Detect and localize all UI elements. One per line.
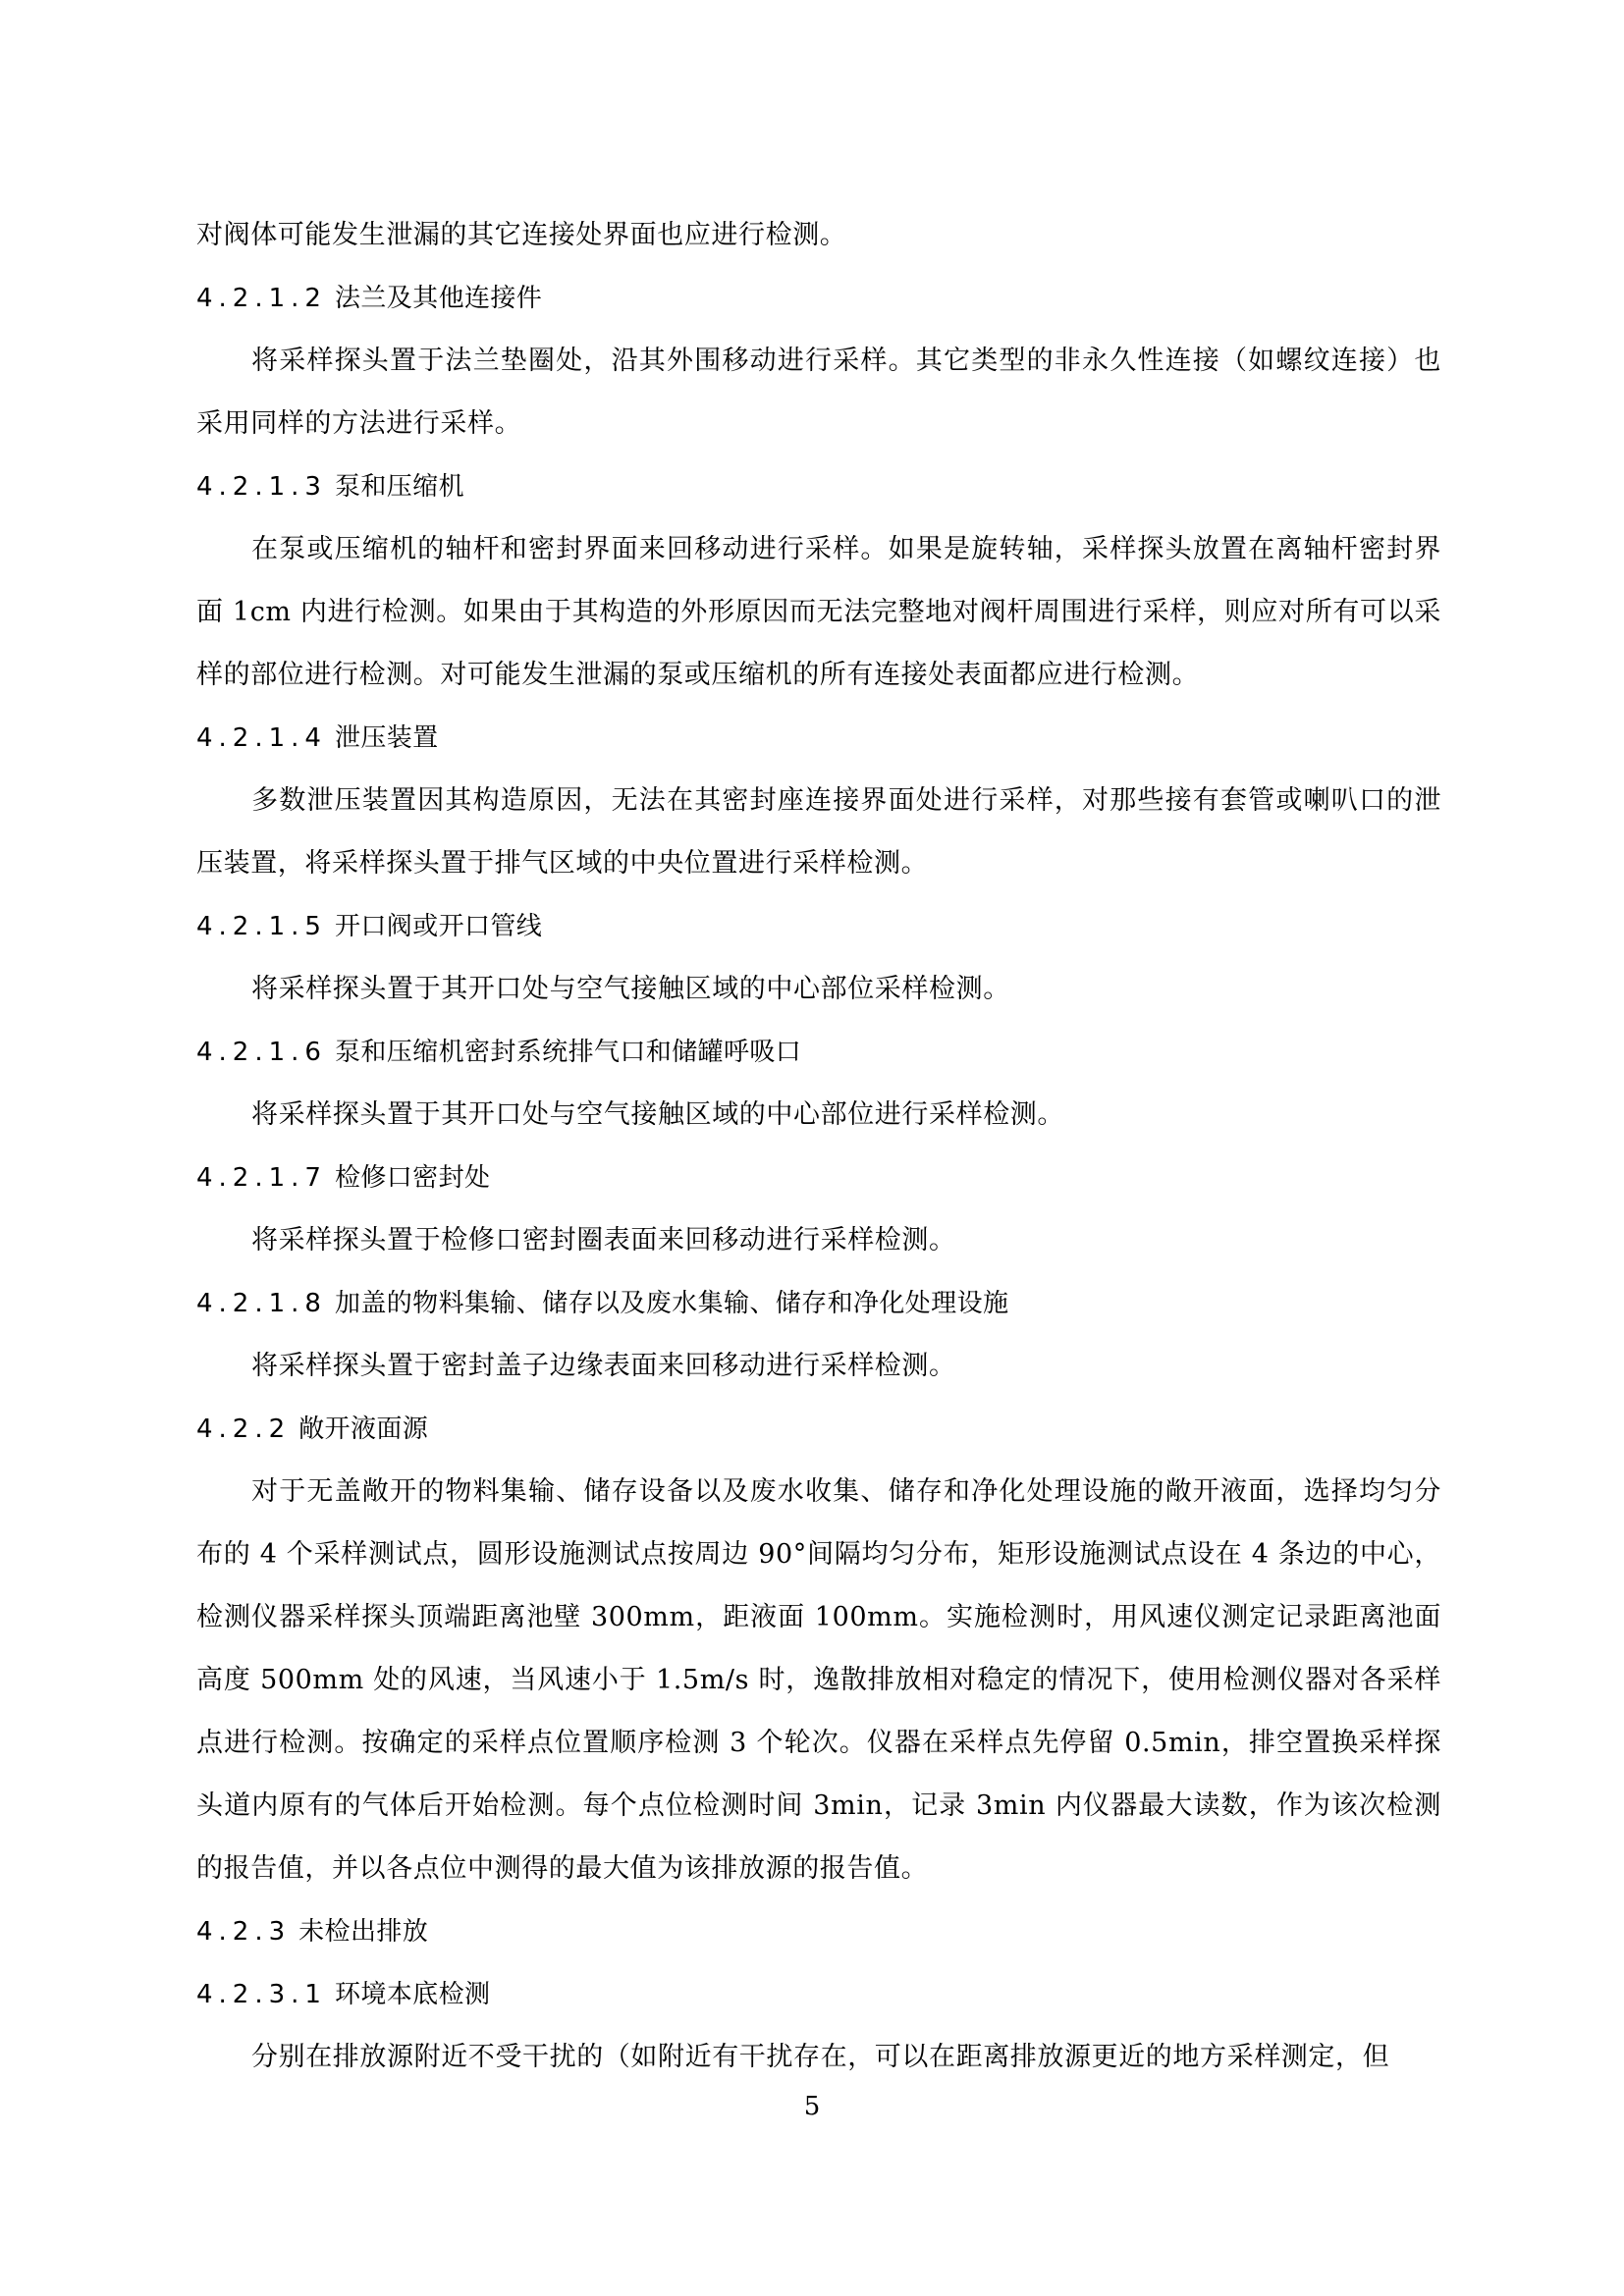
section-number: 4.2.1.3 [196,472,327,502]
section-title: 泵和压缩机 [334,472,464,502]
section-heading [196,707,1441,770]
section-heading [196,1398,1441,1461]
section-title: 检修口密封处 [334,1163,491,1193]
section-heading [196,267,1441,330]
section-title: 加盖的物料集输、储存以及废水集输、储存和净化处理设施 [334,1289,1009,1318]
paragraph: 对于无盖敞开的物料集输、储存设备以及废水收集、储存和净化处理设施的敞开液面，选择均匀分布的 4 个采样测试点，圆形设施测试点按周边 90°间隔均匀分布，矩形设施测试点设在 4 条边的中心，检测仪器采样探头顶端距离池壁 300mm，距液面 100mm。实施检测时，用风速仪测定记录距离池面高度 500mm 处的风速，当风速小于 1.5m/s 时，逸散排放相对稳定的情况下，使用检测仪器对各采样点进行检测。按确定的采样点位置顺序检测 3 个轮次。仪器在采样点先停留 0.5min，排空置换采样探头道内原有的气体后开始检测。每个点位检测时间 3min，记录 3min 内仪器最大读数，作为该次检测的报告值，并以各点位中测得的最大值为该排放源的报告值。 [196,1476,1441,1884]
paragraph: 将采样探头置于其开口处与空气接触区域的中心部位进行采样检测。 [251,1099,1064,1130]
section-heading [196,1147,1441,1209]
section-number: 4.2.3.1 [196,1980,327,2009]
paragraph: 在泵或压缩机的轴杆和密封界面来回移动进行采样。如果是旋转轴，采样探头放置在离轴杆密封界面 1cm 内进行检测。如果由于其构造的外形原因而无法完整地对阀杆周围进行采样，则应对所有可以采样的部位进行检测。对可能发生泄漏的泵或压缩机的所有连接处表面都应进行检测。 [196,534,1441,690]
section-number: 4.2.1.4 [196,723,327,753]
paragraph: 将采样探头置于检修口密封圈表面来回移动进行采样检测。 [251,1225,956,1255]
section-number: 4.2.1.7 [196,1163,327,1193]
paragraph: 将采样探头置于密封盖子边缘表面来回移动进行采样检测。 [251,1351,956,1381]
paragraph: 多数泄压装置因其构造原因，无法在其密封座连接界面处进行采样，对那些接有套管或喇叭口的泄压装置，将采样探头置于排气区域的中央位置进行采样检测。 [196,785,1441,879]
page-number: 5 [803,2092,821,2121]
section-number: 4.2.1.5 [196,912,327,941]
section-number: 4.2.1.2 [196,284,327,313]
section-number: 4.2.2 [196,1415,292,1444]
section-heading [196,455,1441,518]
section-title: 环境本底检测 [334,1980,491,2009]
section-title: 开口阀或开口管线 [334,912,543,941]
section-title: 敞开液面源 [298,1415,429,1444]
section-title: 法兰及其他连接件 [334,284,543,313]
section-heading [196,895,1441,958]
page-content [196,204,1441,2089]
section-number: 4.2.1.8 [196,1289,327,1318]
section-heading [196,1021,1441,1084]
section-title: 泵和压缩机密封系统排气口和储罐呼吸口 [334,1038,802,1067]
section-heading [196,1900,1441,1963]
paragraph: 将采样探头置于其开口处与空气接触区域的中心部位采样检测。 [251,974,1010,1004]
section-heading [196,1272,1441,1335]
section-heading [196,1963,1441,2026]
paragraph: 对阀体可能发生泄漏的其它连接处界面也应进行检测。 [196,220,847,250]
section-number: 4.2.1.6 [196,1038,327,1067]
paragraph: 分别在排放源附近不受干扰的（如附近有干扰存在，可以在距离排放源更近的地方采样测定，但 [251,2042,1390,2072]
paragraph: 将采样探头置于法兰垫圈处，沿其外围移动进行采样。其它类型的非永久性连接（如螺纹连接）也采用同样的方法进行采样。 [196,346,1441,439]
section-title: 未检出排放 [298,1917,429,1947]
section-number: 4.2.3 [196,1917,292,1947]
section-title: 泄压装置 [334,723,439,753]
